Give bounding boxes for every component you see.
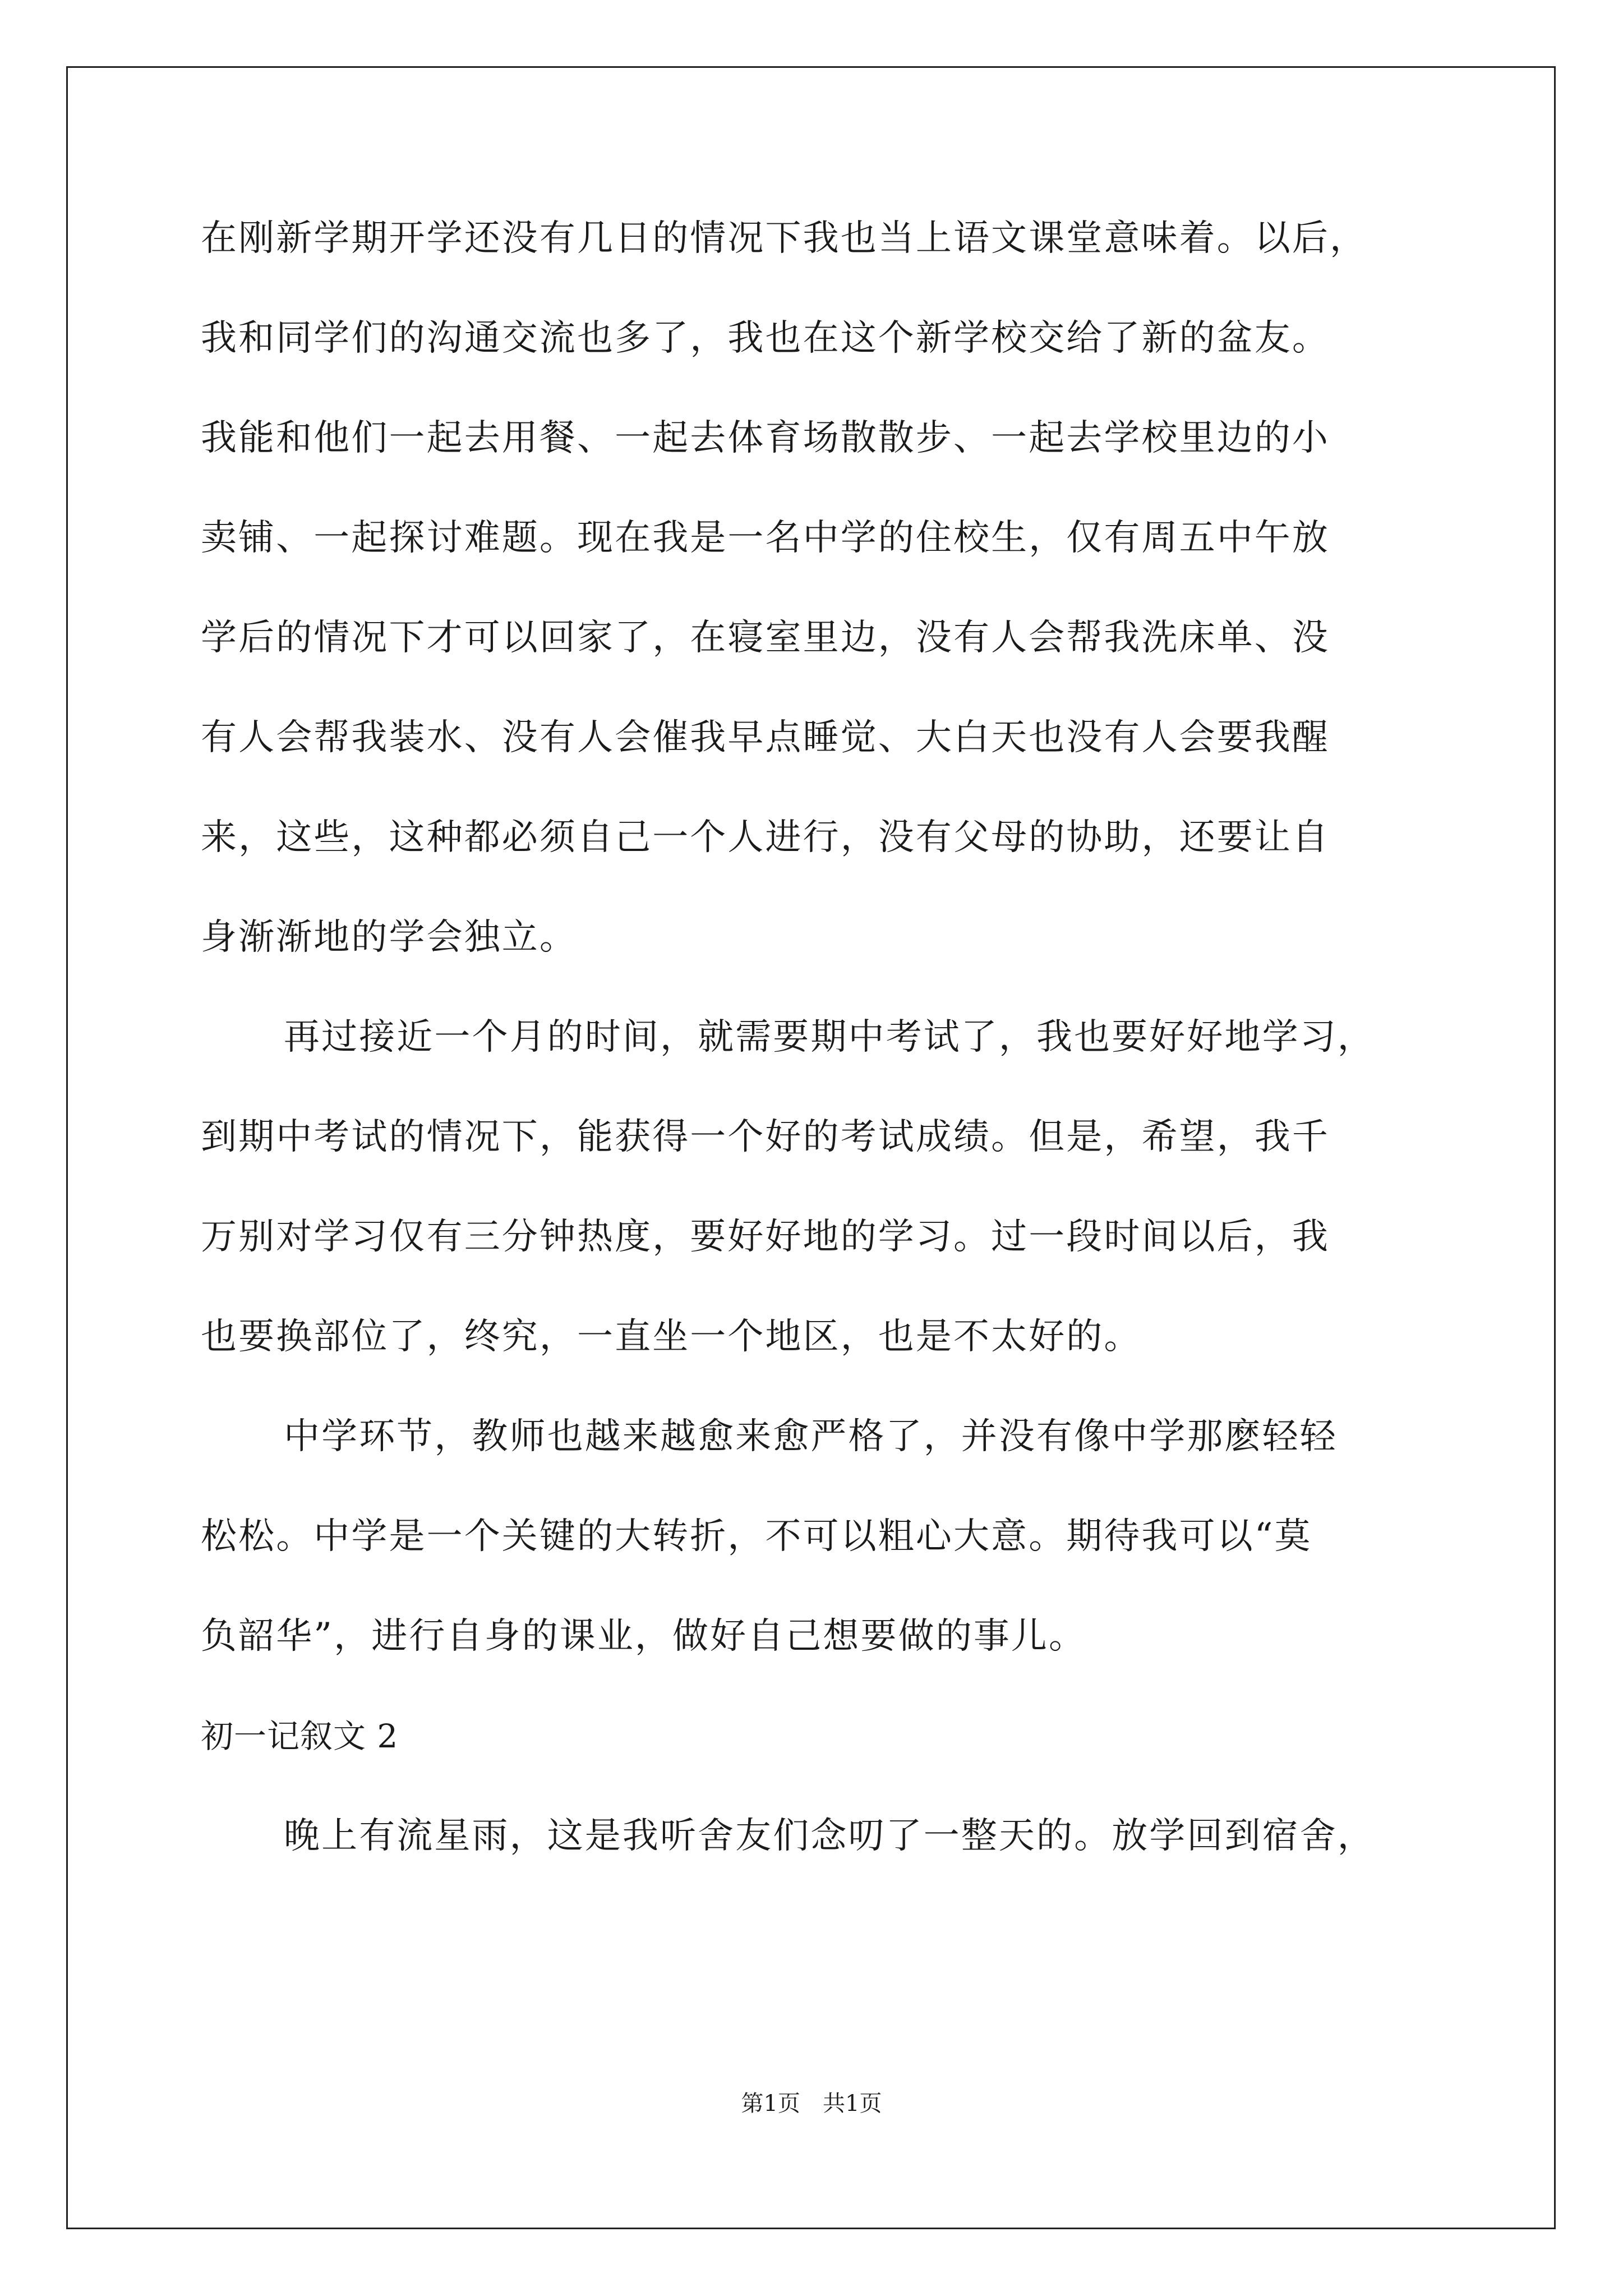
document-body bbox=[201, 219, 1429, 1916]
text-line: 万别对学习仅有三分钟热度，要好好地的学习。过一段时间以后，我 bbox=[201, 1216, 1330, 1258]
text-line: 我和同学们的沟通交流也多了，我也在这个新学校交给了新的盆友。 bbox=[201, 318, 1330, 359]
page-footer: 第1页 共1页 bbox=[741, 2091, 882, 2116]
text-line: 有人会帮我装水、没有人会催我早点睡觉、大白天也没有人会要我醒 bbox=[201, 717, 1330, 758]
text-line: 晚上有流星雨，这是我听舍友们念叨了一整天的。放学回到宿舍， bbox=[284, 1815, 1375, 1857]
text-line: 到期中考试的情况下，能获得一个好的考试成绩。但是，希望，我千 bbox=[201, 1116, 1330, 1158]
text-line: 在刚新学期开学还没有几日的情况下我也当上语文课堂意味着。以后， bbox=[201, 218, 1368, 259]
text-line: 负韶华”，进行自身的课业，做好自己想要做的事儿。 bbox=[201, 1616, 1087, 1657]
text-line: 再过接近一个月的时间，就需要期中考试了，我也要好好地学习， bbox=[284, 1016, 1375, 1058]
text-line: 来，这些，这种都必须自己一个人进行，没有父母的协助，还要让自 bbox=[201, 817, 1330, 858]
text-line: 身渐渐地的学会独立。 bbox=[201, 917, 577, 958]
text-line: 中学环节，教师也越来越愈来愈严格了，并没有像中学那麽轻轻 bbox=[284, 1416, 1338, 1457]
text-line: 我能和他们一起去用餐、一起去体育场散散步、一起去学校里边的小 bbox=[201, 417, 1330, 459]
text-line: 卖铺、一起探讨难题。现在我是一名中学的住校生，仅有周五中午放 bbox=[201, 517, 1330, 559]
section-heading: 初一记叙文 2 bbox=[201, 1717, 399, 1755]
text-line: 松松。中学是一个关键的大转折，不可以粗心大意。期待我可以“莫 bbox=[201, 1516, 1312, 1557]
text-line: 也要换部位了，终究，一直坐一个地区，也是不太好的。 bbox=[201, 1316, 1142, 1358]
text-line: 学后的情况下才可以回家了，在寝室里边，没有人会帮我洗床单、没 bbox=[201, 617, 1330, 659]
